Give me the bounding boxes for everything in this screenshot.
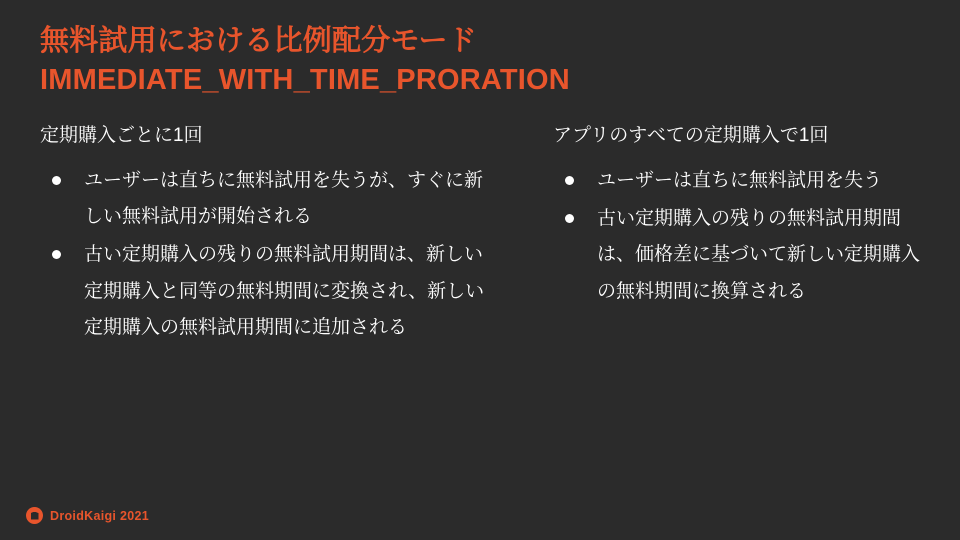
- bullet-list-right: [553, 163, 930, 311]
- list-item: [40, 237, 495, 346]
- list-item-text: 古い定期購入の残りの無料試用期間は、価格差に基づいて新しい定期購入の無料期間に換算される: [597, 207, 921, 302]
- list-item-text: ユーザーは直ちに無料試用を失うが、すぐに新しい無料試用が開始される: [84, 169, 484, 227]
- bullet-dot-icon: [565, 176, 574, 185]
- title-line-2: IMMEDIATE_WITH_TIME_PRORATION: [40, 64, 570, 97]
- list-item: [553, 201, 930, 310]
- droidkaigi-logo-icon: [26, 507, 43, 524]
- list-item-text: 古い定期購入の残りの無料試用期間は、新しい定期購入と同等の無料期間に変換され、新しい定期購入の無料試用期間に追加される: [84, 244, 485, 339]
- footer-logo-text: DroidKaigi 2021: [50, 508, 149, 523]
- bullet-dot-icon: [565, 214, 574, 223]
- title-line-1: 無料試用における比例配分モード: [40, 25, 477, 57]
- bullet-dot-icon: [52, 176, 61, 185]
- droidkaigi-logo-glyph: [31, 512, 39, 520]
- list-item: [40, 163, 495, 236]
- page-title: [40, 22, 920, 101]
- list-item-text: ユーザーは直ちに無料試用を失う: [597, 169, 883, 191]
- bullet-dot-icon: [52, 250, 61, 259]
- column-heading-right: アプリのすべての定期購入で1回: [553, 125, 829, 146]
- list-item: [553, 163, 930, 199]
- column-heading-left: 定期購入ごとに1回: [40, 125, 203, 146]
- content-columns: [40, 122, 930, 349]
- bullet-list-left: [40, 163, 495, 347]
- footer-branding: [26, 507, 149, 524]
- column-per-subscription: [40, 122, 495, 349]
- column-all-subscriptions: [495, 122, 930, 349]
